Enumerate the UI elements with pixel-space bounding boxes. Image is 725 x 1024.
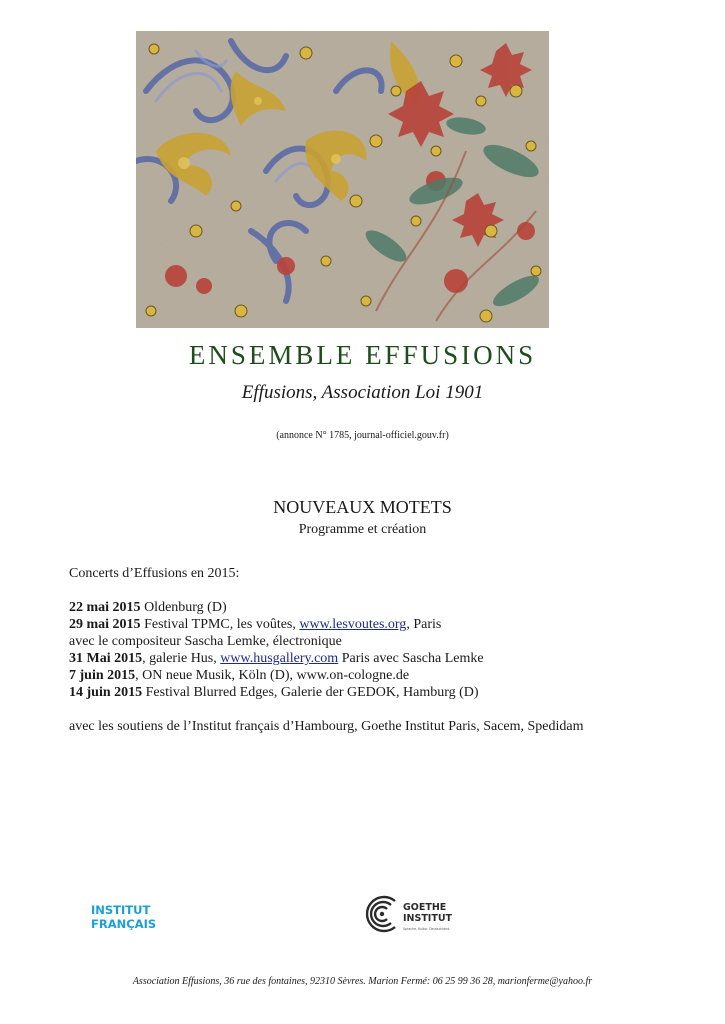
concert-line: 22 mai 2015 Oldenburg (D) [69,600,227,615]
concert-line: 14 juin 2015 Festival Blurred Edges, Galerie der GEDOK, Hamburg (D) [69,685,479,700]
support-text: avec les soutiens de l’Institut français d’Hambourg, Goethe Institut Paris, Sacem, Spedidam [69,719,584,734]
illuminated-manuscript-image [136,31,549,328]
concerts-intro: Concerts d’Effusions en 2015: [69,566,240,581]
concert-date: 31 Mai 2015 [69,651,143,666]
lesvoutes-link[interactable]: www.lesvoutes.org [299,617,407,632]
footer-address: Association Effusions, 36 rue des fontaines, 92310 Sèvres. Marion Fermé: 06 25 99 36 28, marionferme@yahoo.fr [132,976,593,987]
concert-date: 29 mai 2015 [69,617,141,632]
goethe-logo-line1: GOETHE [403,902,447,913]
husgallery-link[interactable]: www.husgallery.com [220,651,339,666]
goethe-institut-logo [361,893,469,935]
annonce-note: (annonce N° 1785, journal-officiel.gouv.fr) [276,430,449,441]
institut-logo-line1: INSTITUT [91,903,151,917]
goethe-logo-line2: INSTITUT [403,913,453,924]
institut-logo-line2: FRANÇAIS [91,917,157,930]
concert-list-block [69,565,689,735]
program-title: NOUVEAUX MOTETS [273,497,452,517]
program-subtitle: Programme et création [298,522,427,537]
institut-francais-logo [91,902,157,930]
concert-line: avec le compositeur Sascha Lemke, électronique [69,634,342,649]
concert-date: 22 mai 2015 [69,600,141,615]
association-subtitle: Effusions, Association Loi 1901 [241,382,484,403]
concert-line: 29 mai 2015 Festival TPMC, les voûtes, www.lesvoutes.org, Paris [69,617,442,632]
concert-line: 31 Mai 2015, galerie Hus, www.husgallery.com Paris avec Sascha Lemke [69,651,484,666]
concert-line: 7 juin 2015, ON neue Musik, Köln (D), www.on-cologne.de [69,668,410,683]
goethe-logo-tagline: Sprache. Kultur. Deutschland. [403,927,451,931]
concert-date: 14 juin 2015 [69,685,143,700]
page-title: ENSEMBLE EFFUSIONS [188,340,537,370]
concert-date: 7 juin 2015 [69,668,136,683]
